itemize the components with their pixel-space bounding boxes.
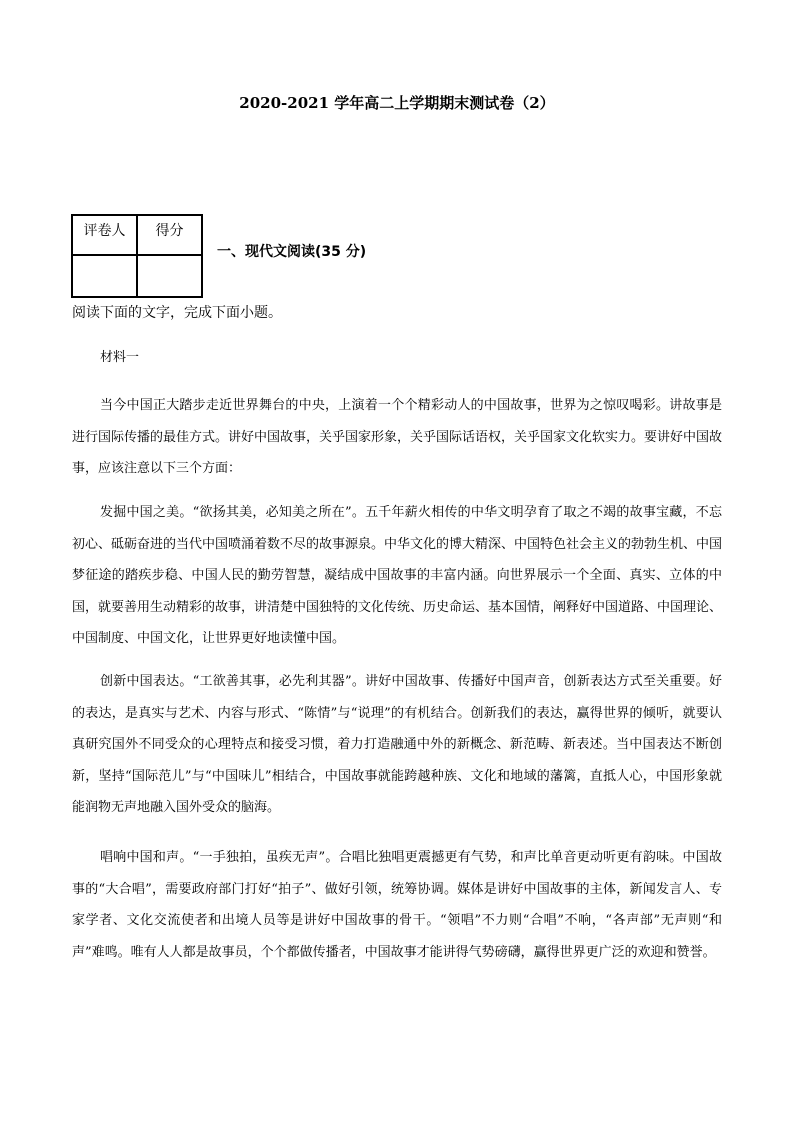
score-cell[interactable]: [137, 255, 202, 297]
paragraph: 当今中国正大踏步走近世界舞台的中央，上演着一个个精彩动人的中国故事，世界为之惊叹喝彩。讲故事是进行国际传播的最佳方式。讲好中国故事，关乎国家形象，关乎国际话语权，关乎国家文化软实力。要讲好中国故事，应该注意以下三个方面：: [72, 398, 723, 476]
page-title: 2020-2021 学年高二上学期期末测试卷（2）: [239, 94, 555, 112]
grader-header: 评卷人: [72, 215, 137, 255]
score-table: [71, 214, 203, 298]
grader-cell[interactable]: [72, 255, 137, 297]
material-label: 材料一: [100, 350, 140, 365]
reading-instruction: 阅读下面的文字，完成下面小题。: [72, 305, 282, 321]
paragraph: 创新中国表达。“工欲善其事，必先利其器”。讲好中国故事、传播好中国声音，创新表达方式至关重要。好的表达，是真实与艺术、内容与形式、“陈情”与“说理”的有机结合。创新我们的表达，赢得世界的倾听，就要认真研究国外不同受众的心理特点和接受习惯，着力打造融通中外的新概念、新范畴、新表述。当中国表达不断创新，坚持“国际范儿”与“中国味儿”相结合，中国故事就能跨越种族、文化和地域的藩篱，直抵人心，中国形象就能润物无声地融入国外受众的脑海。: [72, 674, 722, 815]
paragraph: 发掘中国之美。“欲扬其美，必知美之所在”。五千年薪火相传的中华文明孕育了取之不竭的故事宝藏，不忘初心、砥砺奋进的当代中国喷涌着数不尽的故事源泉。中华文化的博大精深、中国特色社会主义的勃勃生机、中国梦征途的踏疾步稳、中国人民的勤劳智慧，凝结成中国故事的丰富内涵。向世界展示一个全面、真实、立体的中国，就要善用生动精彩的故事，讲清楚中国独特的文化传统、历史命运、基本国情，阐释好中国道路、中国理论、中国制度、中国文化，让世界更好地读懂中国。: [72, 505, 723, 646]
paragraph: 唱响中国和声。“一手独拍，虽疾无声”。合唱比独唱更震撼更有气势，和声比单音更动听更有韵味。中国故事的“大合唱”，需要政府部门打好“拍子”、做好引领，统筹协调。媒体是讲好中国故事的主体，新闻发言人、专家学者、文化交流使者和出境人员等是讲好中国故事的骨干。“领唱”不力则“合唱”不响，“各声部”无声则“和声”难鸣。唯有人人都是故事员，个个都做传播者，中国故事才能讲得气势磅礴，赢得世界更广泛的欢迎和赞誉。: [72, 850, 722, 960]
score-header: 得分: [137, 215, 202, 255]
section-heading: 一、现代文阅读(35 分): [217, 244, 367, 260]
